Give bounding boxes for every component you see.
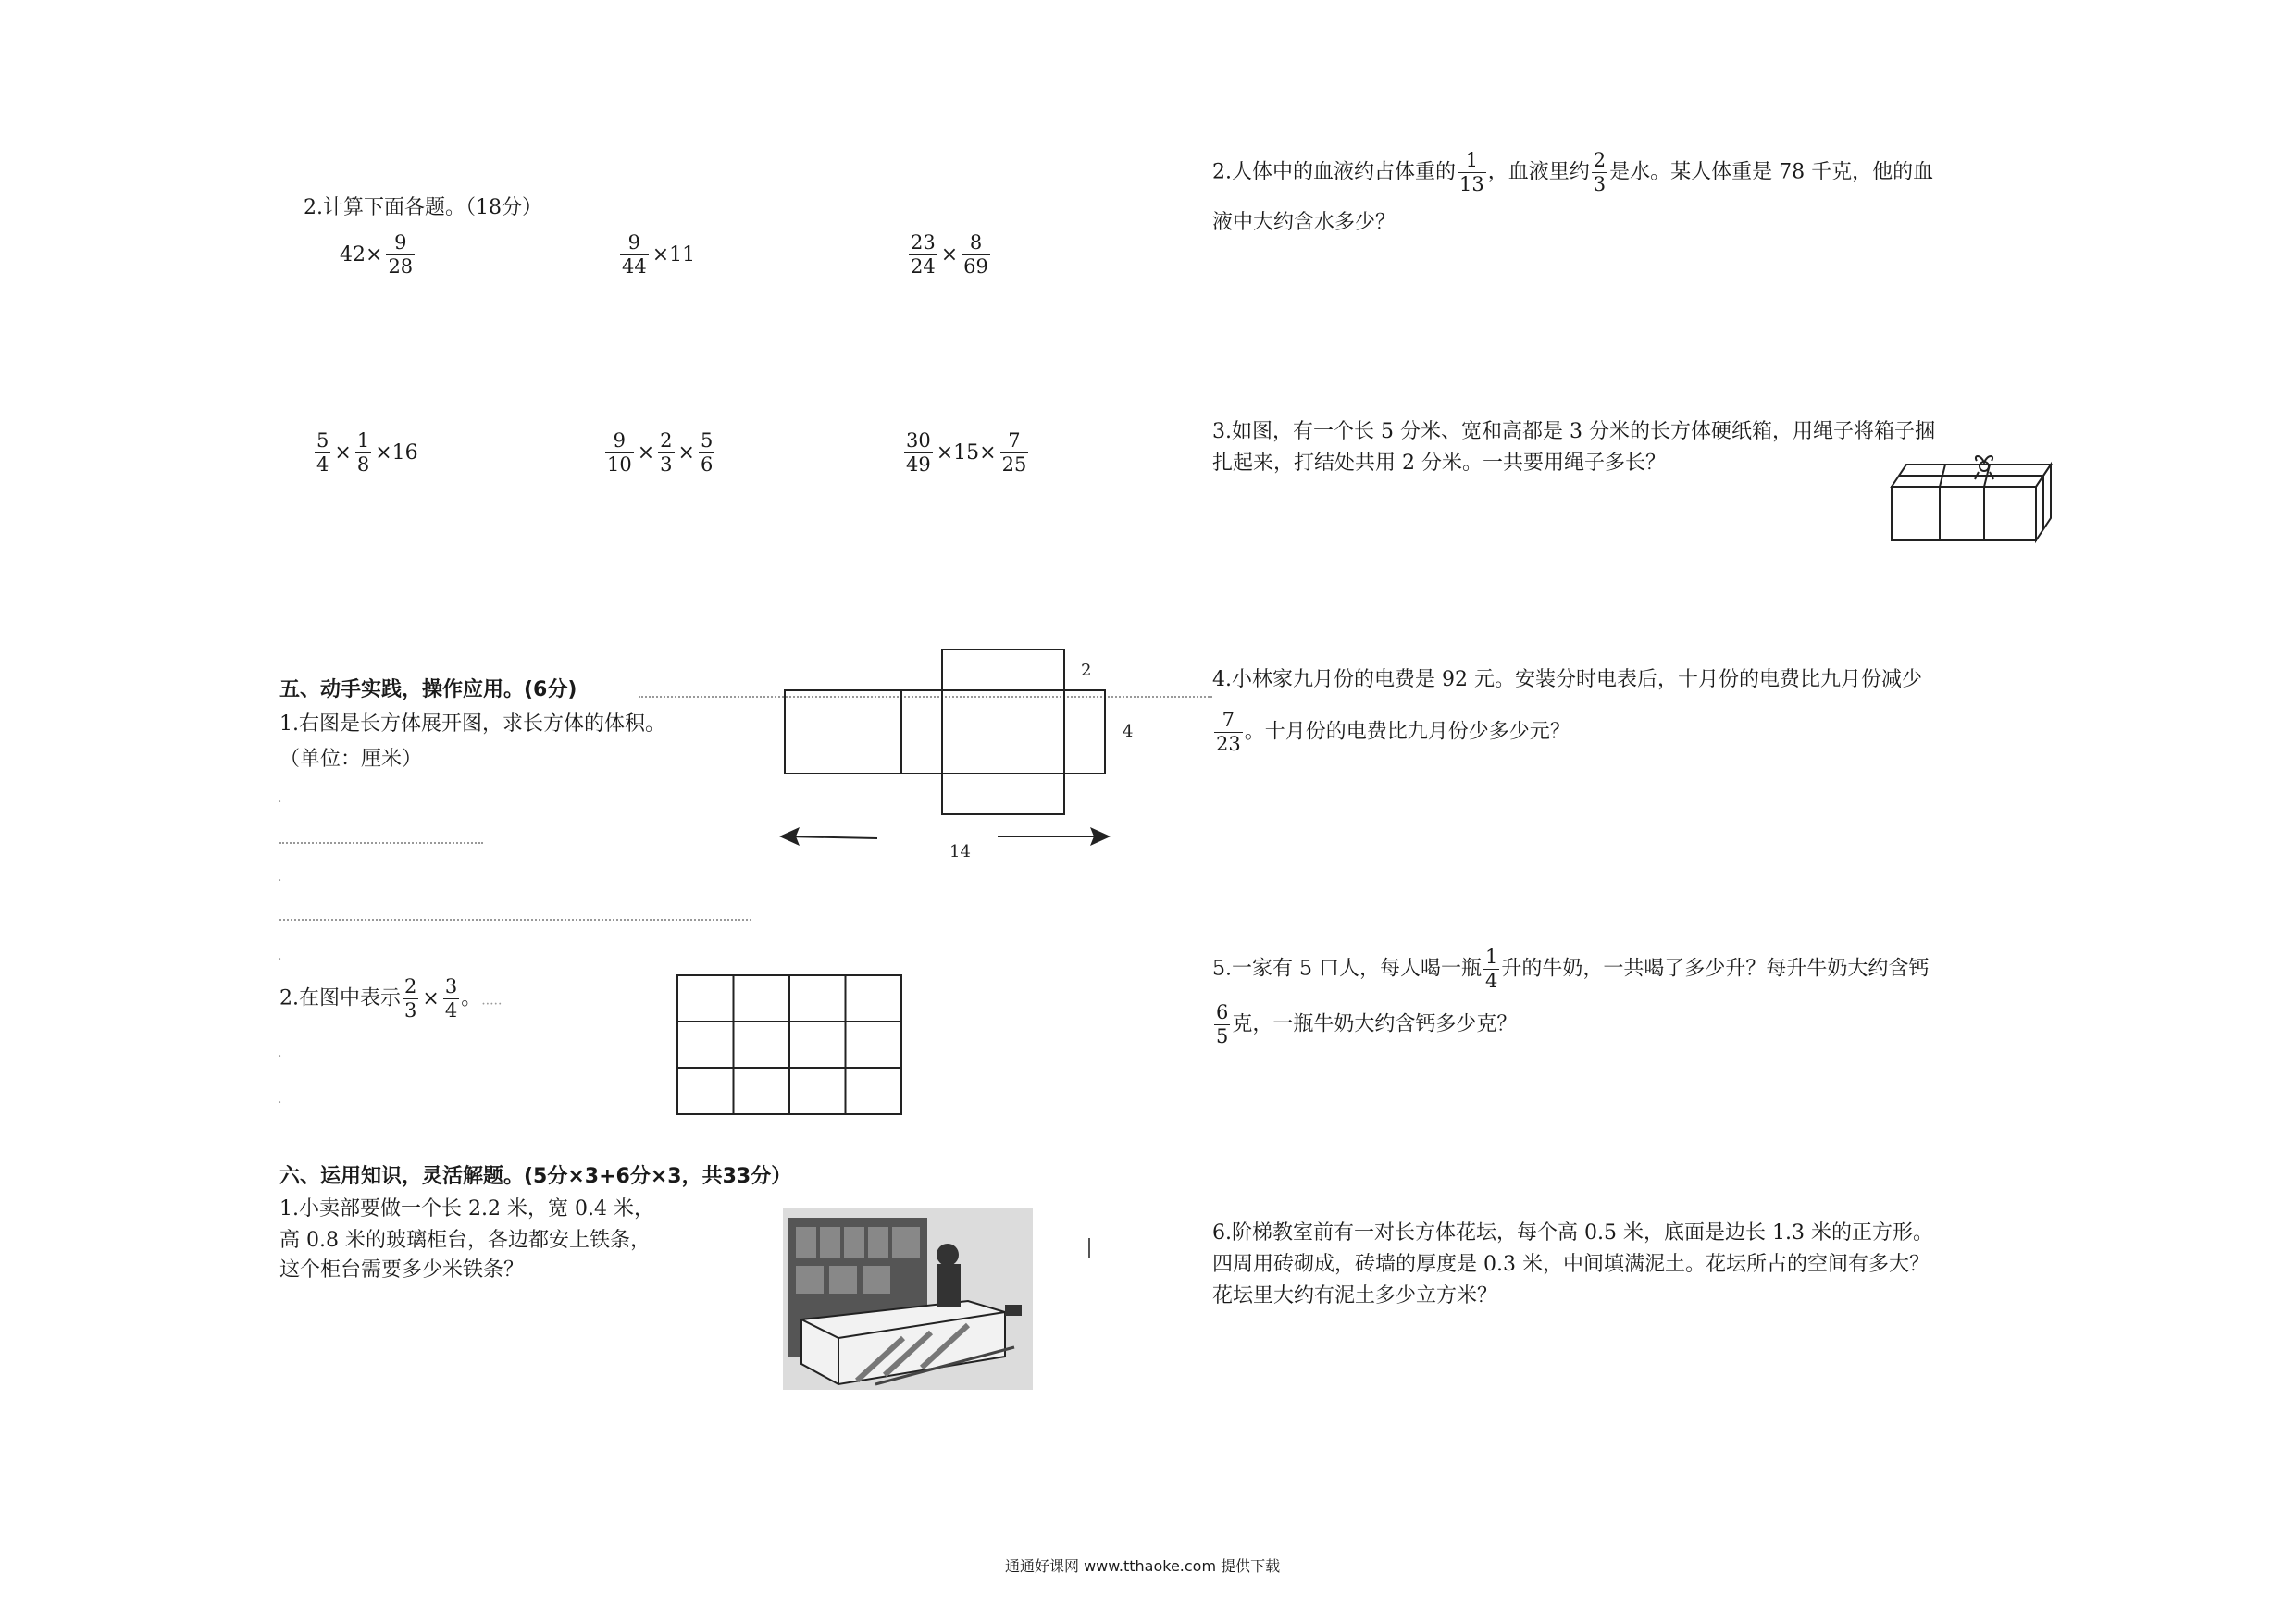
s5-question-1-line2: （单位：厘米） — [279, 748, 423, 771]
glass-counter-illustration — [783, 1208, 1033, 1390]
net-label-top: 2 — [1081, 661, 1092, 680]
page-footer: 通通好课网 www.tthaoke.com 提供下载 — [1005, 1557, 1281, 1575]
fraction-grid-3x4[interactable] — [676, 973, 907, 1121]
r-question-4-line1: 4.小林家九月份的电费是 92 元。安装分时电表后，十月份的电费比九月份减少 — [1212, 668, 1922, 691]
margin-dot: . — [278, 1046, 282, 1060]
stray-mark — [1088, 1238, 1090, 1258]
r-question-5-line2: $\frac{6}{5}$ 克，一瓶牛奶大约含钙多少克？ — [1216, 1001, 1518, 1047]
r-question-5-line1: 5.一家有 5 口人，每人喝一瓶 $\frac{1}{4}$ 升的牛奶，一共喝了多少升？每升牛奶大约含钙 — [1212, 946, 1930, 992]
s5-question-2: 2.在图中表示 $\frac{2}{3}$ × $\frac{3}{4}$ 。..... — [279, 975, 503, 1022]
net-label-bottom: 14 — [949, 842, 971, 861]
r-question-3-line1: 3.如图，有一个长 5 分米、宽和高都是 3 分米的长方体硬纸箱，用绳子将箱子捆 — [1212, 420, 1935, 443]
dotted-rule — [279, 919, 751, 921]
margin-dot: . — [278, 948, 282, 963]
r-question-6-line1: 6.阶梯教室前有一对长方体花坛，每个高 0.5 米，底面是边长 1.3 米的正方形。 — [1212, 1221, 1933, 1245]
section-6-title: 六、运用知识，灵活解题。(5分×3+6分×3，共33分） — [279, 1165, 792, 1188]
r-question-2-line2: 液中大约含水多少？ — [1212, 211, 1396, 234]
r-question-2-line1: 2.人体中的血液约占体重的 $\frac{1}{13}$ ，血液里约 $\frac{2}{3}$ 是水。某人体重是 78 千克，他的血 — [1212, 149, 1934, 195]
margin-dot: . — [278, 791, 282, 806]
expression-4: $\frac{5}{4}$ × $\frac{1}{8}$ ×16 — [316, 429, 418, 476]
tied-box-illustration — [1888, 453, 2054, 546]
expression-2: $\frac{9}{44}$ ×11 — [622, 231, 696, 278]
net-label-right: 4 — [1123, 722, 1134, 741]
dotted-rule — [279, 842, 483, 844]
margin-dot: . — [278, 1092, 282, 1107]
r-question-6-line2: 四周用砖砌成，砖墙的厚度是 0.3 米，中间填满泥土。花坛所占的空间有多大？ — [1212, 1253, 1930, 1276]
s6-question-1-line2: 高 0.8 米的玻璃柜台，各边都安上铁条， — [279, 1229, 651, 1252]
expression-1: 42× $\frac{9}{28}$ — [340, 231, 414, 278]
section-5-title: 五、动手实践，操作应用。(6分) — [279, 678, 577, 701]
r-question-6-line3: 花坛里大约有泥土多少立方米？ — [1212, 1284, 1498, 1307]
r-question-3-line2: 扎起来，打结处共用 2 分米。一共要用绳子多长？ — [1212, 452, 1666, 475]
s5-question-1-line1: 1.右图是长方体展开图，求长方体的体积。 — [279, 712, 665, 736]
expression-3: $\frac{23}{24}$ × $\frac{8}{69}$ — [911, 231, 988, 278]
r-question-4-line2: $\frac{7}{23}$ 。十月份的电费比九月份少多少元？ — [1216, 709, 1570, 755]
expression-6: $\frac{30}{49}$ ×15× $\frac{7}{25}$ — [906, 429, 1027, 476]
s6-question-1-line3: 这个柜台需要多少米铁条？ — [279, 1258, 525, 1282]
calc-section-title: 2.计算下面各题。（18分） — [304, 196, 542, 219]
margin-dot: . — [278, 870, 282, 885]
cuboid-net-diagram — [768, 638, 1157, 861]
expression-5: $\frac{9}{10}$ × $\frac{2}{3}$ × $\frac{5}{6}$ — [607, 429, 714, 476]
s6-question-1-line1: 1.小卖部要做一个长 2.2 米，宽 0.4 米， — [279, 1197, 654, 1220]
